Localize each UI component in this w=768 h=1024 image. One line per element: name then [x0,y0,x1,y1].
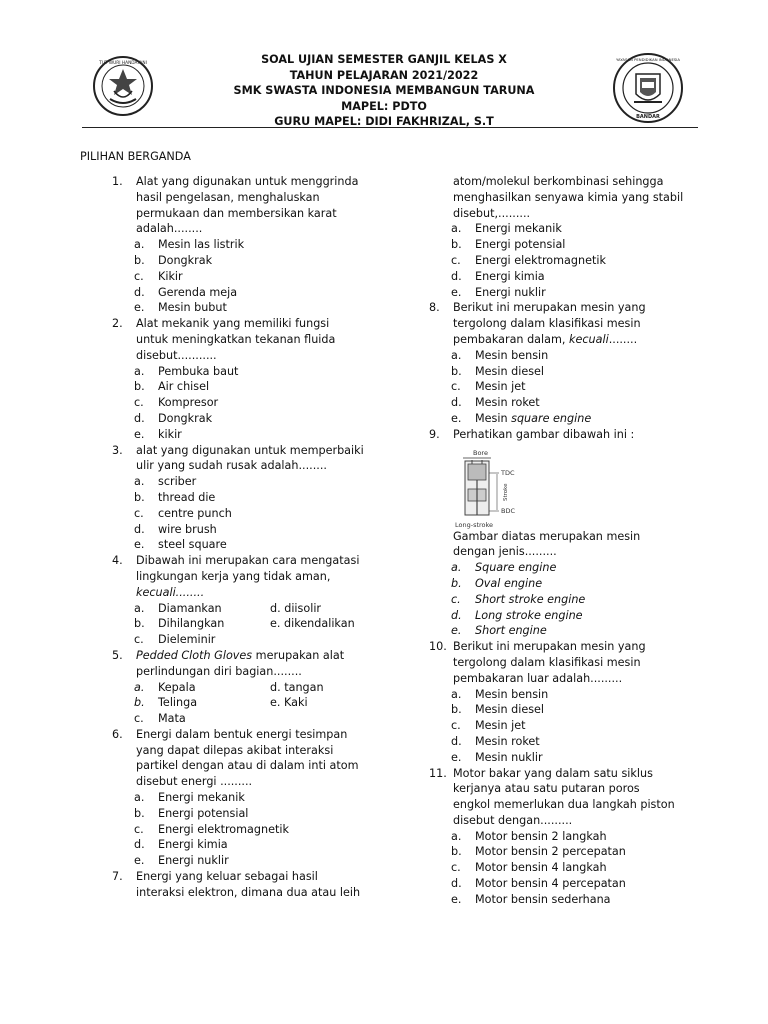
answer-option [429,734,704,750]
piston-diagram [453,449,533,529]
question-line [112,869,372,885]
question-text: Dibawah ini merupakan cara mengatasi [136,554,360,568]
option-text: Mesin [475,411,512,425]
answer-option [112,537,372,553]
option-letter: b. [134,253,145,267]
option-text: Pembuka baut [158,364,239,378]
answer-option [112,490,372,506]
option-text-second: d. tangan [270,680,324,694]
answer-option [112,474,372,490]
option-letter: a. [451,829,462,843]
question-number: 1. [112,175,123,188]
answer-option [429,411,704,427]
option-text: Mesin las listrik [158,238,245,252]
answer-option [429,269,704,285]
question-text-line [112,664,372,680]
option-text-second: d. diisolir [270,601,322,615]
answer-option [112,427,372,443]
option-text: Energi elektromagnetik [475,253,606,267]
option-text: steel square [158,538,227,552]
option-text: Motor bensin sederhana [475,892,611,906]
option-letter: c. [451,861,461,875]
answer-option [429,576,704,592]
header-divider [82,127,698,128]
question-number: 9. [429,427,440,441]
question-text-line [429,544,704,560]
answer-option [112,837,372,853]
question-number: 4. [112,554,123,568]
question-text-tail: ........ [608,332,638,346]
question-line [112,727,372,743]
option-letter: a. [134,475,145,489]
question-text-line [112,585,372,601]
option-text: Mesin diesel [475,703,545,717]
option-text: Energi nuklir [475,285,546,299]
answer-option [429,285,704,301]
answer-option [429,829,704,845]
option-letter: d. [134,522,145,536]
option-text: Dongkrak [158,411,213,425]
question-text: Alat yang digunakan untuk menggrinda [136,175,359,188]
question-text: alat yang digunakan untuk memperbaiki [136,443,364,457]
option-letter: a. [134,238,145,252]
question-text-line [429,190,704,206]
question-number: 6. [112,727,123,741]
question-text-line [429,813,704,829]
question-text: untuk meningkatkan tekanan fluida [136,332,336,346]
option-text: Mesin roket [475,734,540,748]
option-text: Dihilangkan [158,617,225,631]
header-school: SMK SWASTA INDONESIA MEMBANGUN TARUNA [233,84,535,97]
question-text-line [429,174,704,190]
option-text: Short stroke engine [475,592,586,606]
question-text: Energi dalam bentuk energi tesimpan [136,727,348,741]
answer-option-pair [112,680,372,696]
question-text: disebut,......... [453,206,531,220]
question-text: Energi yang keluar sebagai hasil [136,870,318,884]
option-letter: b. [451,238,462,252]
option-letter: a. [134,680,145,694]
answer-option [112,790,372,806]
option-text: Square engine [475,561,557,575]
answer-option [429,687,704,703]
question-text-line [112,458,372,474]
option-text: Oval engine [475,576,543,590]
question-line [112,316,372,332]
question-text: hasil pengelasan, menghaluskan [136,190,320,204]
option-text: Mesin diesel [475,364,545,378]
option-text: Kompresor [158,396,219,410]
answer-option [429,560,704,576]
option-text: Diamankan [158,601,222,615]
option-letter: e. [451,892,462,906]
option-letter: d. [134,838,145,852]
option-letter: e. [134,427,145,441]
right-column [429,174,704,908]
question-number: 7. [112,870,123,884]
question-text: Berikut ini merupakan mesin yang [453,301,646,315]
left-column [112,174,372,901]
question-text: Berikut ini merupakan mesin yang [453,640,646,654]
option-text: Dongkrak [158,253,213,267]
question-text-line [112,190,372,206]
question-text: pembakaran dalam, [453,332,570,346]
option-letter: c. [451,380,461,394]
question-text-emph: kecuali [569,332,609,346]
answer-option [112,822,372,838]
header-year: TAHUN PELAJARAN 2021/2022 [289,68,479,82]
answer-option [112,364,372,380]
option-letter: e. [134,854,145,868]
question-text: Gambar diatas merupakan mesin [453,529,641,543]
option-text: Kikir [158,269,183,283]
option-text: kikir [158,427,182,441]
question-text: Motor bakar yang dalam satu siklus [453,766,653,780]
question-text: Perhatikan gambar dibawah ini : [453,427,635,441]
answer-option [112,269,372,285]
option-letter: e. [451,624,462,638]
option-text: Mesin nuklir [475,750,543,764]
question-line [429,639,704,655]
question-text: engkol memerlukan dua langkah piston [453,798,675,812]
answer-option [429,237,704,253]
question-text-line [429,316,704,332]
answer-option [429,364,704,380]
answer-option-pair [112,695,372,711]
answer-option [429,876,704,892]
option-text: Motor bensin 2 percepatan [475,845,626,859]
question-text-line [429,781,704,797]
question-text: partikel dengan atau di dalam inti atom [136,759,359,773]
question-text-line [429,797,704,813]
question-text-line [112,221,372,237]
logo-left-text: TUT WURI HANDAYANI [99,61,147,66]
answer-option [429,592,704,608]
question-number: 8. [429,301,440,315]
question-line [112,443,372,459]
answer-option [429,892,704,908]
question-text: permukaan dan membersikan karat [136,206,337,220]
question-text: kecuali........ [136,585,205,599]
answer-option [112,253,372,269]
answer-option [429,750,704,766]
tdc-label: TDC [501,468,515,477]
option-letter: e. [451,285,462,299]
question-number: 5. [112,648,123,662]
option-text: Mesin jet [475,380,526,394]
question-line [429,766,704,782]
option-text: Air chisel [158,380,210,394]
option-letter: a. [134,364,145,378]
option-letter: a. [134,601,145,615]
option-text: Telinga [158,696,198,710]
answer-option [429,379,704,395]
question-text: Alat mekanik yang memiliki fungsi [136,317,330,331]
answer-option [112,379,372,395]
question-line [112,174,372,190]
answer-option [112,632,372,648]
question-text: pembakaran luar adalah......... [453,671,623,685]
option-text: Energi elektromagnetik [158,822,289,836]
header-subject: MAPEL: PDTO [341,99,427,113]
answer-option [112,522,372,538]
option-text: Dieleminir [158,633,216,647]
answer-option [112,300,372,316]
answer-option [429,221,704,237]
engine-stroke-figure [429,443,704,529]
option-text: Mesin jet [475,719,526,733]
option-letter: b. [134,617,145,631]
option-letter: d. [451,877,462,891]
question-text: atom/molekul berkombinasi sehingga [453,175,664,188]
option-text: Mesin roket [475,396,540,410]
option-letter: a. [451,561,462,575]
option-letter: a. [134,791,145,805]
answer-option [429,702,704,718]
question-text-cont: merupakan alat [252,648,345,662]
question-text: adalah........ [136,222,203,236]
option-text: Gerenda meja [158,285,238,299]
option-letter: b. [451,364,462,378]
option-letter: c. [134,633,144,647]
option-text: scriber [158,475,197,489]
question-text: ulir yang sudah rusak adalah........ [136,459,327,473]
option-letter: d. [451,396,462,410]
option-text: Kepala [158,680,196,694]
option-text: Mesin bensin [475,348,549,362]
option-text: Mesin bubut [158,301,227,315]
answer-option [429,623,704,639]
option-text: Energi potensial [475,238,566,252]
answer-option [429,395,704,411]
header-teacher: GURU MAPEL: DIDI FAKHRIZAL, S.T [274,115,494,128]
tut-wuri-handayani-logo [92,55,154,117]
question-text-line [112,743,372,759]
option-text: wire brush [158,522,217,536]
answer-option [429,348,704,364]
option-letter: b. [451,576,462,590]
question-text-line [429,655,704,671]
figure-caption: Long-stroke [455,520,494,529]
option-letter: d. [134,285,145,299]
question-text: Pedded Cloth Gloves [136,648,253,662]
option-text: Mata [158,712,186,726]
stroke-label: Stroke [503,483,509,501]
question-line [112,553,372,569]
question-text: dengan jenis......... [453,545,557,559]
answer-option [112,853,372,869]
question-text-line [112,758,372,774]
question-text: yang dapat dilepas akibat interaksi [136,743,334,757]
question-line [429,427,704,443]
option-letter: b. [134,380,145,394]
answer-option [112,285,372,301]
question-text: disebut dengan......... [453,813,573,827]
option-letter: d. [451,608,462,622]
option-text-second: e. Kaki [270,696,308,710]
exam-header [160,52,608,130]
answer-option [112,711,372,727]
question-number: 3. [112,443,123,457]
section-title: PILIHAN BERGANDA [80,150,191,163]
option-text: centre punch [158,506,232,520]
question-text-line [112,774,372,790]
option-letter: b. [451,845,462,859]
question-text: disebut energi ......... [136,775,253,789]
answer-option [429,844,704,860]
option-letter: c. [134,822,144,836]
bdc-label: BDC [501,506,516,515]
logo-right-text-top: YAYASAN PENDIDIKAN INDONESIA [616,57,680,62]
answer-option [429,608,704,624]
option-text: Mesin bensin [475,687,549,701]
option-letter: d. [451,734,462,748]
question-line [112,648,372,664]
option-text: Motor bensin 4 percepatan [475,877,626,891]
answer-option [112,395,372,411]
question-line [429,300,704,316]
answer-option [112,411,372,427]
header-title: SOAL UJIAN SEMESTER GANJIL KELAS X [261,53,507,66]
question-text: disebut........... [136,348,217,362]
logo-right-text-bottom: BANDAR [636,114,660,120]
option-letter: e. [134,538,145,552]
option-letter: c. [134,396,144,410]
question-text-line [112,348,372,364]
option-text: Motor bensin 4 langkah [475,861,607,875]
answer-option [429,860,704,876]
option-letter: e. [451,750,462,764]
option-letter: c. [451,253,461,267]
option-text: Short engine [475,624,547,638]
option-text: Energi kimia [475,269,545,283]
option-letter: a. [451,348,462,362]
option-text: Energi mekanik [158,791,245,805]
question-text-line [112,885,372,901]
question-text: tergolong dalam klasifikasi mesin [453,655,641,669]
option-letter: b. [451,703,462,717]
answer-option [112,506,372,522]
option-letter: c. [134,506,144,520]
option-text-emph: square engine [511,411,592,425]
option-text: Energi nuklir [158,854,229,868]
question-text-line [112,332,372,348]
answer-option-pair [112,616,372,632]
option-letter: d. [451,269,462,283]
question-text: tergolong dalam klasifikasi mesin [453,317,641,331]
option-text: thread die [158,490,216,504]
question-text-line [429,671,704,687]
question-text: kerjanya atau satu putaran poros [453,782,640,796]
question-number: 2. [112,317,123,331]
answer-option [429,253,704,269]
option-text: Energi potensial [158,806,249,820]
option-letter: b. [134,806,145,820]
option-letter: a. [451,687,462,701]
option-letter: d. [134,411,145,425]
question-text-line [112,206,372,222]
option-text: Motor bensin 2 langkah [475,829,607,843]
question-text-line [112,569,372,585]
option-letter: c. [451,592,461,606]
answer-option [112,806,372,822]
option-text-second: e. dikendalikan [270,617,355,631]
option-text: Energi kimia [158,838,228,852]
yayasan-logo [612,52,684,124]
option-letter: b. [134,696,145,710]
option-text: Energi mekanik [475,222,562,236]
answer-option [112,237,372,253]
option-letter: c. [134,269,144,283]
question-text-line [429,529,704,545]
option-text: Long stroke engine [475,608,583,622]
question-text: interaksi elektron, dimana dua atau leih [136,885,361,899]
bore-label: Bore [473,448,488,457]
answer-option-pair [112,601,372,617]
question-text: lingkungan kerja yang tidak aman, [136,569,331,583]
option-letter: e. [451,411,462,425]
option-letter: e. [134,301,145,315]
question-text: menghasilkan senyawa kimia yang stabil [453,190,684,204]
question-text-line [429,332,704,348]
option-letter: c. [134,712,144,726]
question-number: 11. [429,766,447,780]
question-text: perlindungan diri bagian........ [136,664,302,678]
question-number: 10. [429,640,447,654]
option-letter: b. [134,490,145,504]
answer-option [429,718,704,734]
question-text-line [429,206,704,222]
option-letter: c. [451,719,461,733]
option-letter: a. [451,222,462,236]
